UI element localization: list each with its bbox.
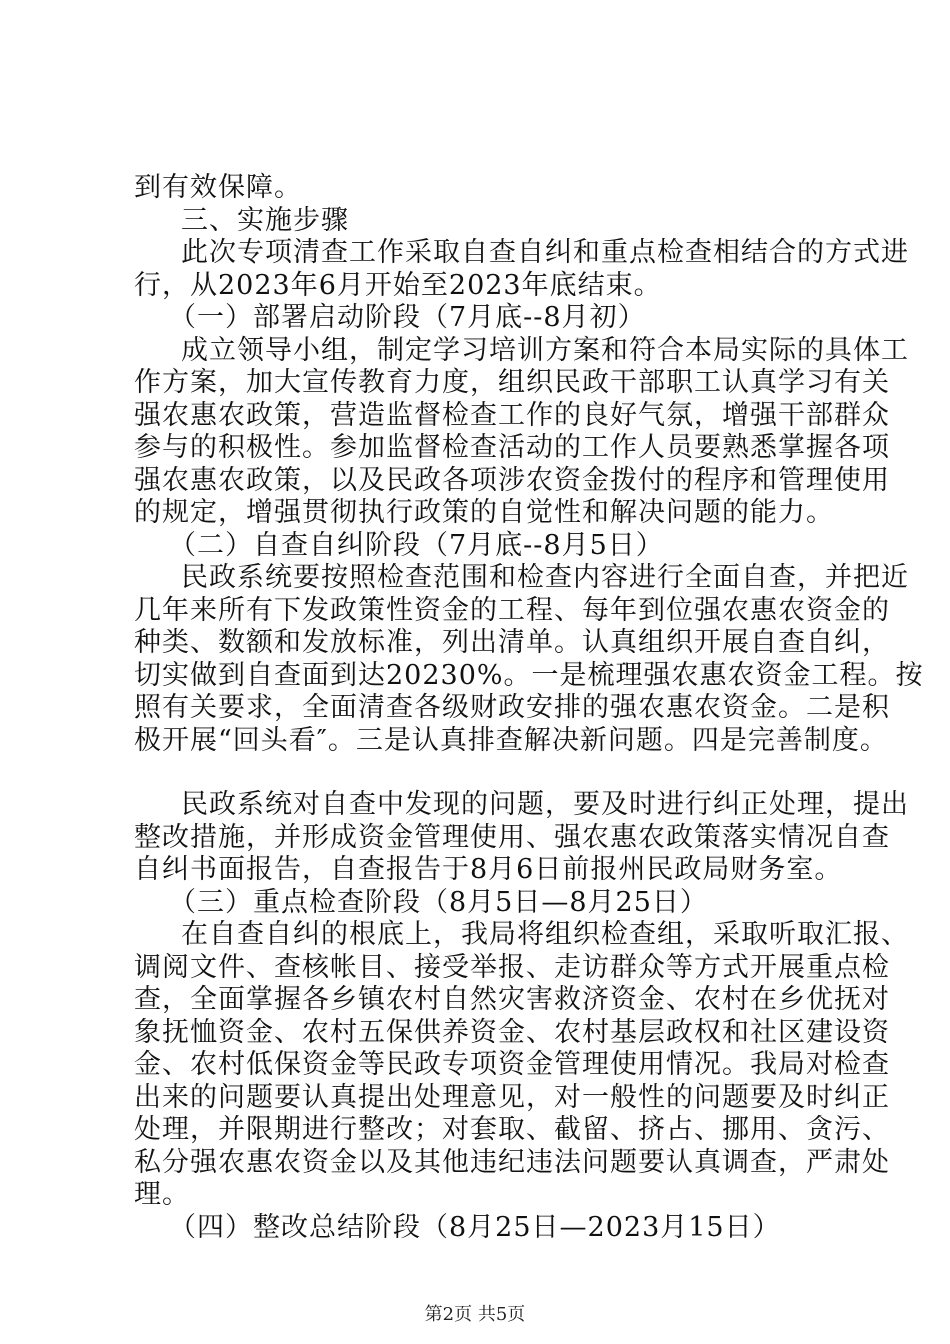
text-line: 私分强农惠农资金以及其他违纪违法问题要认真调查，严肃处 xyxy=(134,1146,890,1178)
text-line: 整改措施，并形成资金管理使用、强农惠农政策落实情况自查 xyxy=(134,821,890,853)
text-line: 出来的问题要认真提出处理意见，对一般性的问题要及时纠正 xyxy=(134,1081,890,1113)
section-heading: 三、实施步骤 xyxy=(181,204,349,236)
text-line: 的规定，增强贯彻执行政策的自觉性和解决问题的能力。 xyxy=(134,497,834,528)
text-line: 几年来所有下发政策性资金的工程、每年到位强农惠农资金的 xyxy=(134,594,890,626)
text-line: 象抚恤资金、农村五保供养资金、农村基层政权和社区建设资 xyxy=(134,1016,890,1048)
text-line: 此次专项清查工作采取自查自纠和重点检查相结合的方式进 xyxy=(181,237,909,268)
text-line: 民政系统对自查中发现的问题，要及时进行纠正处理，提出 xyxy=(181,789,909,820)
text-line: 照有关要求，全面清查各级财政安排的强农惠农资金。二是积 xyxy=(134,692,890,723)
text-line: 金、农村低保资金等民政专项资金管理使用情况。我局对检查 xyxy=(134,1049,890,1080)
text-line: 处理，并限期进行整改；对套取、截留、挤占、挪用、贪污、 xyxy=(134,1114,890,1145)
paragraph-gap xyxy=(134,757,854,789)
text-line: 自纠书面报告，自查报告于8月6日前报州民政局财务室。 xyxy=(134,854,843,885)
subsection-heading: （二）自查自纠阶段（7月底--8月5日） xyxy=(169,529,664,561)
subsection-heading: （一）部署启动阶段（7月底--8月初） xyxy=(169,302,646,333)
text-line: 民政系统要按照检查范围和检查内容进行全面自查，并把近 xyxy=(181,562,909,593)
subsection-heading: （三）重点检查阶段（8月5日—8月25日） xyxy=(169,886,708,918)
page-footer: 第2页 共5页 xyxy=(424,1304,526,1325)
text-line: 参与的积极性。参加监督检查活动的工作人员要熟悉掌握各项 xyxy=(134,432,890,463)
text-line: 查，全面掌握各乡镇农村自然灾害救济资金、农村在乡优抚对 xyxy=(134,984,890,1015)
text-line: 行，从2023年6月开始至2023年底结束。 xyxy=(134,269,662,301)
text-line: 强农惠农政策，营造监督检查工作的良好气氛，增强干部群众 xyxy=(134,399,890,431)
text-line: 极开展“回头看″。三是认真排查解决新问题。四是完善制度。 xyxy=(134,724,888,756)
text-line: 理。 xyxy=(134,1179,190,1210)
body-text xyxy=(134,172,924,1244)
text-line: 强农惠农政策，以及民政各项涉农资金拨付的程序和管理使用 xyxy=(134,464,890,496)
text-line: 成立领导小组，制定学习培训方案和符合本局实际的具体工 xyxy=(181,334,909,366)
text-line: 调阅文件、查核帐目、接受举报、走访群众等方式开展重点检 xyxy=(134,951,890,983)
text-line: 在自查自纠的根底上，我局将组织检查组，采取听取汇报、 xyxy=(181,919,909,950)
text-line: 作方案，加大宣传教育力度，组织民政干部职工认真学习有关 xyxy=(134,367,890,398)
text-line: 种类、数额和发放标准，列出清单。认真组织开展自查自纠， xyxy=(134,627,890,658)
text-line: 到有效保障。 xyxy=(134,172,302,203)
text-line: 切实做到自查面到达20230%。一是梳理强农惠农资金工程。按 xyxy=(134,659,924,691)
subsection-heading: （四）整改总结阶段（8月25日—2023月15日） xyxy=(169,1211,781,1243)
